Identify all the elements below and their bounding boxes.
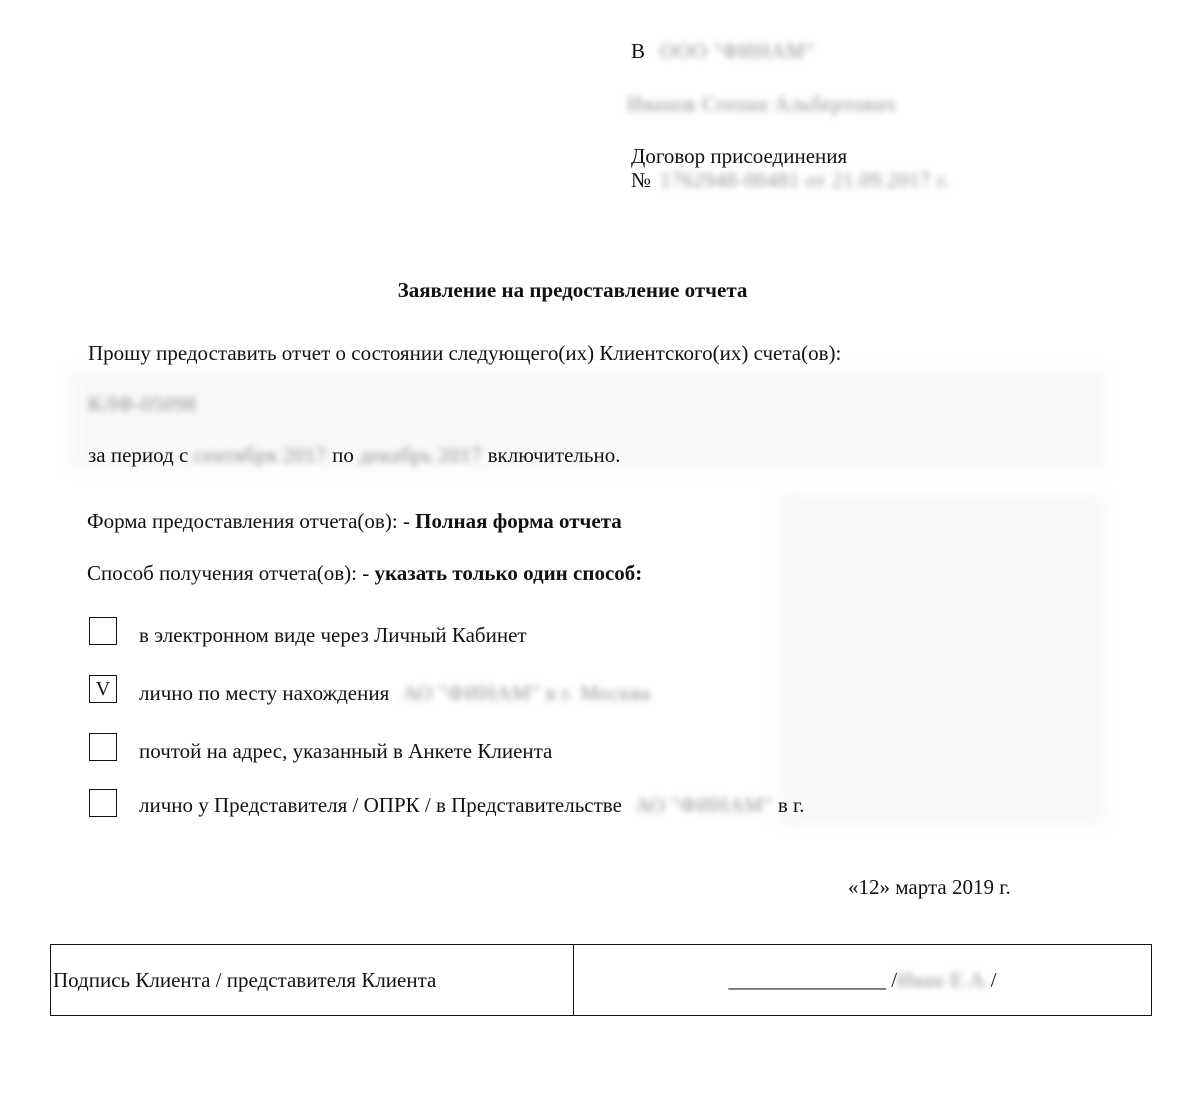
option-line-representative [139, 793, 805, 818]
option-label-in-person-office: лично по месту нахождения [139, 681, 390, 705]
signature-slash-open: / [891, 967, 898, 992]
signature-slash-close: / [990, 967, 997, 992]
report-form-label: Форма предоставления отчета(ов): - [87, 509, 410, 533]
recipient-line [631, 39, 814, 64]
option-label-representative: лично у Представителя / ОПРК / в Представительстве [139, 793, 622, 817]
delivery-method-label: Способ получения отчета(ов): - [87, 561, 370, 585]
contract-number-prefix: № [631, 168, 652, 192]
delivery-method-note: указать только один способ: [374, 561, 643, 585]
period-suffix: включительно. [487, 443, 621, 467]
request-text: Прошу предоставить отчет о состоянии следующего(их) Клиентского(их) счета(ов): [88, 341, 842, 365]
period-from-redacted: сентября 2017 [193, 443, 327, 467]
recipient-org-redacted: ООО "ФИНАМ" [660, 39, 815, 63]
contract-number-redacted: 1762948-00481 от 21.09.2017 г. [660, 168, 950, 192]
option-checkbox-mail[interactable] [89, 733, 117, 761]
period-prefix: за период с [88, 443, 189, 467]
option-checkbox-representative[interactable] [89, 789, 117, 817]
signature-line: _______________ [728, 967, 886, 992]
report-form-line [87, 509, 622, 534]
delivery-method-line [87, 561, 642, 586]
account-number-redacted: КЛФ-05098 [88, 392, 197, 416]
option-label-electronic: в электронном виде через Личный Кабинет [139, 623, 527, 647]
signatory-name-redacted: Иван Е.А. [897, 967, 991, 992]
option-representative-suffix: в г. [777, 793, 805, 817]
option-label-mail: почтой на адрес, указанный в Анкете Клиента [139, 739, 553, 763]
period-mid: по [332, 443, 354, 467]
option-line-in-person-office [139, 681, 651, 706]
option-checkbox-electronic[interactable] [89, 617, 117, 645]
signature-table [50, 944, 1152, 1016]
option-office-redacted: АО "ФИНАМ" в г. Москва [402, 681, 651, 705]
signature-field[interactable] [574, 945, 1152, 1016]
document-title: Заявление на предоставление отчета [397, 278, 748, 302]
option-representative-redacted: АО "ФИНАМ" [635, 793, 773, 817]
contract-line-2 [631, 168, 949, 193]
report-form-value: Полная форма отчета [415, 509, 622, 533]
contract-line-1: Договор присоединения [631, 144, 848, 168]
client-name-redacted: Иванов Степан Альбертович [627, 92, 897, 116]
period-line [88, 443, 620, 468]
signature-label: Подпись Клиента / представителя Клиента [51, 945, 574, 1016]
period-to-redacted: декабрь 2017 [359, 443, 483, 467]
application-date: «12» марта 2019 г. [848, 875, 1011, 899]
option-checkbox-in-person-office[interactable]: V [89, 675, 117, 703]
redaction-shade-options [777, 495, 1105, 825]
recipient-prefix: В [631, 39, 646, 63]
